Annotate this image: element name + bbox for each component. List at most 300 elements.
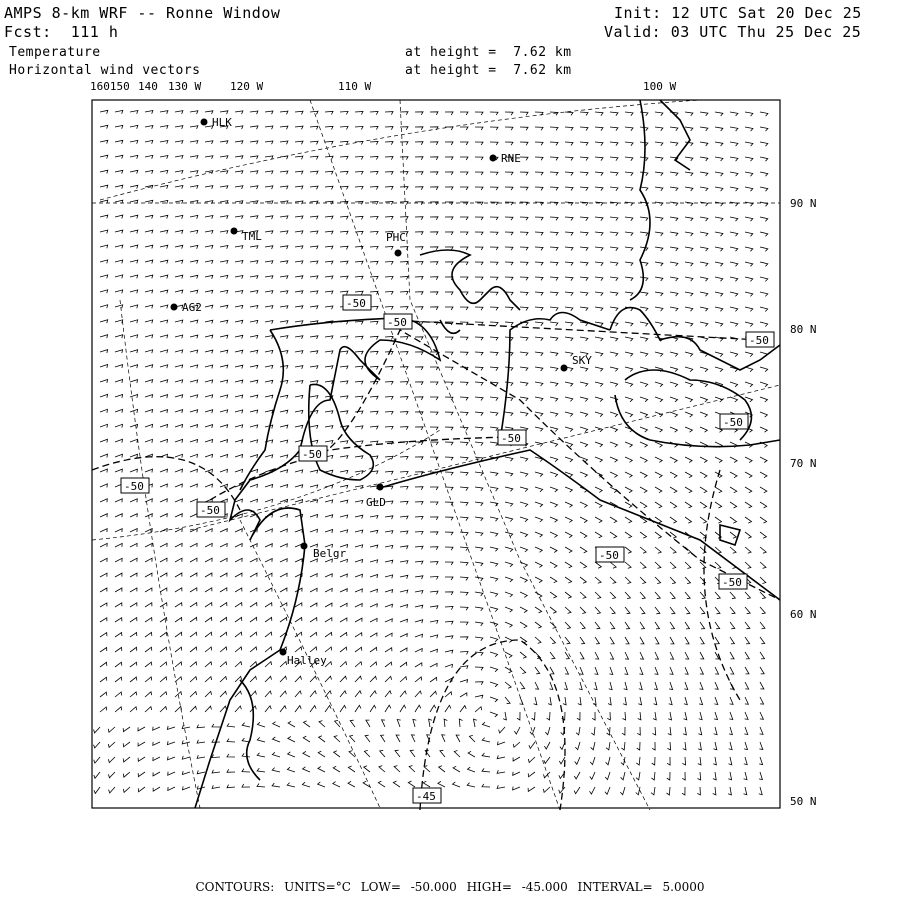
wind-barb [412,735,416,742]
wind-barb [205,245,213,248]
station-belgrano[interactable] [301,543,347,561]
wind-barb [550,127,558,130]
wind-barb [160,335,168,338]
wind-barb [265,380,273,383]
wind-barb [340,662,347,667]
wind-barb [115,155,123,158]
wind-barb [400,546,408,549]
wind-barb [697,787,700,795]
wind-barb [760,397,768,402]
station-tml[interactable] [231,228,263,244]
wind-barb [355,589,362,593]
wind-barb [580,652,584,659]
wind-barb [295,141,303,144]
wind-barb [595,262,603,266]
wind-barb [100,469,107,473]
wind-barb [280,603,287,607]
wind-barb [145,410,153,413]
wind-barb [280,186,288,189]
wind-barb [544,772,551,778]
wind-barb [175,454,183,457]
wind-barb [610,607,615,614]
wind-barb [505,277,513,280]
wind-barb [475,412,483,416]
wind-barb [730,187,738,191]
wind-barb [699,697,703,705]
wind-barb [595,637,599,644]
wind-barb [623,712,626,720]
wind-barb [415,457,423,460]
wind-barb [640,322,648,326]
wind-barb [370,187,378,190]
wind-barb [190,617,197,622]
wind-barb [475,397,483,401]
wind-barb [640,457,647,462]
wind-barb [325,141,333,144]
wind-barb [595,247,603,251]
wind-barb [385,604,393,607]
wind-barb [190,573,197,577]
wind-barb [445,562,453,565]
wind-barb [625,127,633,131]
wind-barb [310,246,318,249]
wind-barb [220,305,228,308]
wind-barb [100,110,108,113]
wind-barb [100,230,108,233]
wind-barb [535,157,543,160]
station-rne[interactable] [490,152,521,165]
wind-barb [400,427,408,430]
station-halley[interactable] [280,649,328,668]
wind-barb [505,217,513,220]
wind-barb [145,290,153,293]
wind-barb [295,291,303,294]
wind-barb [100,618,107,622]
wind-barb [190,454,198,458]
wind-barb [395,750,400,757]
wind-barb [175,156,183,159]
wind-barb [100,454,108,458]
wind-barb [759,787,762,795]
wind-barb [580,157,588,161]
wind-barb [595,442,603,447]
wind-barb [325,676,332,682]
station-ag2[interactable] [171,301,202,314]
wind-barb [535,277,543,280]
wind-barb [685,232,693,236]
wind-barb [310,276,318,279]
wind-barb [682,757,685,765]
wind-barb [535,292,543,296]
wind-barb [115,618,122,622]
wind-barb [130,111,138,114]
lon-label: 100 W [643,80,677,93]
wind-barb [400,648,407,652]
wind-barb [475,382,483,386]
wind-barb [445,232,453,235]
wind-barb [340,276,348,279]
wind-barb [550,607,556,613]
wind-barb [265,617,272,622]
wind-barb [130,514,137,518]
wind-barb [460,232,468,235]
wind-barb [257,753,265,757]
wind-barb [563,697,566,705]
wind-barb [295,261,303,264]
wind-barb [205,529,212,533]
wind-barb [595,652,599,659]
wind-barb [250,484,258,488]
wind-barb [460,412,468,415]
wind-barb [220,662,227,667]
wind-barb [475,337,483,340]
wind-barb [295,395,303,398]
wind-barb [655,547,661,553]
wind-barb [670,352,678,357]
wind-barb [700,292,708,296]
wind-barb [160,558,167,562]
wind-barb [130,125,138,128]
wind-barb [415,561,423,564]
wind-barb [325,500,333,503]
wind-barb [175,603,182,607]
wind-barb [370,705,376,712]
wind-barb [355,336,363,339]
wind-barb [424,766,430,772]
wind-barb [490,277,498,280]
wind-barb [190,380,198,383]
wind-barb [197,770,205,773]
wind-barb [220,484,228,487]
wind-barb [242,784,250,787]
wind-barb [760,382,768,387]
wind-barb [295,559,302,563]
wind-barb [745,622,750,629]
wind-barb [100,260,108,263]
latitude-labels [790,197,817,808]
wind-barb [280,573,287,577]
wind-barb [625,607,630,614]
wind-barb [265,291,273,294]
wind-barb [160,439,168,442]
wind-barb [520,217,528,220]
wind-barb [730,487,737,493]
wind-barb [310,574,317,578]
wind-barb [610,382,618,387]
wind-barb [625,652,629,659]
wind-barb [190,171,198,174]
wind-barb [295,381,303,384]
wind-barb [550,262,558,266]
svg-text:-50: -50 [722,576,742,589]
wind-barb [745,667,749,674]
wind-barb [235,291,243,294]
wind-barb [235,440,243,443]
wind-barb [430,382,438,385]
wind-barb [415,262,423,265]
wind-barb [100,350,108,353]
wind-barb [227,754,235,757]
wind-barb [130,633,137,638]
wind-barb [550,277,558,281]
wind-barb [550,547,557,553]
map-frame [92,100,780,808]
wind-barb [175,395,183,398]
wind-barb [445,202,453,205]
wind-barb [535,202,543,205]
wind-barb [715,622,720,629]
wind-barb [415,502,423,505]
wind-barb [655,652,659,659]
lon-label: 140 [138,80,158,93]
wind-barb [430,620,438,623]
wind-barb [535,127,543,130]
wind-barb [382,720,385,727]
wind-barb [190,350,198,353]
wind-barb [760,487,767,493]
wind-barb [393,781,400,787]
wind-barb [760,472,767,478]
wind-barb [490,442,498,446]
wind-barb [760,727,764,734]
wind-barb [400,619,408,622]
wind-barb [130,558,137,562]
wind-barb [445,621,453,624]
wind-barb [115,603,122,607]
wind-barb [415,367,423,370]
wind-barb [760,232,768,236]
wind-barb [475,695,483,698]
wind-barb [220,216,228,219]
wind-barb [605,787,610,794]
wind-barb [684,682,688,690]
wind-barb [235,603,242,607]
wind-barb [745,547,751,553]
wind-barb [370,691,376,697]
wind-barb [430,547,438,550]
wind-barb [760,112,768,116]
wind-barb [145,170,153,173]
wind-barb [670,247,678,251]
wind-barb [415,591,423,594]
wind-barb [409,766,415,773]
wind-barb [745,532,751,538]
wind-barb [100,499,107,503]
wind-barb [280,425,288,428]
wind-barb [744,757,747,765]
wind-barb [295,186,303,189]
wind-barb [280,276,288,279]
wind-barb [535,577,542,583]
wind-barb [610,202,618,206]
wind-barb [108,757,115,763]
wind-barb [609,667,612,675]
wind-barb [212,755,220,758]
wind-barb [304,721,311,727]
wind-barb [190,215,198,218]
wind-barb [655,532,661,538]
wind-barb [385,590,393,593]
wind-barb [175,350,183,353]
wind-barb [334,751,340,757]
wind-barb [475,367,483,370]
wind-barb [355,705,361,712]
wind-barb [220,395,228,398]
wind-barb [160,245,168,248]
wind-barb [475,707,482,712]
wind-barb [475,607,483,611]
wind-barb [145,588,152,592]
wind-barb [295,156,303,159]
wind-barb [505,322,513,326]
wind-barb [610,352,618,356]
wind-barb [744,772,747,780]
wind-barb [670,307,678,311]
wind-barb [265,559,272,563]
wind-barb [505,307,513,310]
wind-barb [700,367,708,372]
wind-barb [325,515,333,518]
wind-barb [670,142,678,146]
svg-text:-50: -50 [124,480,144,493]
wind-barb [550,307,558,311]
wind-barb [415,442,423,445]
wind-barb [745,682,749,689]
wind-barb [685,652,689,659]
wind-barb [670,487,677,493]
wind-barb [460,277,468,280]
wind-barb [668,727,671,735]
wind-barb [220,141,228,144]
lon-label: 120 W [230,80,264,93]
wind-barb [595,307,603,311]
wind-barb [565,517,572,522]
station-phc[interactable] [386,231,406,257]
wind-barb [535,262,543,265]
wind-barb [640,412,648,417]
wind-barb [745,457,752,463]
wind-barb [423,781,430,787]
wind-barb [528,757,535,763]
wind-barb [610,367,618,371]
wind-barb [595,217,603,221]
wind-barb [652,742,655,750]
wind-barb [235,276,243,279]
wind-barb [713,772,716,780]
station-gld[interactable] [366,484,386,510]
wind-barb [295,618,302,623]
wind-barb [490,247,498,250]
wind-barb [182,725,190,728]
wind-barb [115,573,122,577]
wind-barb [295,351,303,354]
wind-barb [655,637,659,644]
wind-barb [220,603,227,607]
wind-barb [760,667,764,674]
wind-barb [160,588,167,592]
wind-barb [610,562,616,568]
wind-barb [400,292,408,295]
wind-barb [445,517,453,520]
wind-barb [730,172,738,176]
wind-barb [250,171,258,174]
wind-barb [460,157,468,160]
wind-barb [565,202,573,206]
wind-barb [715,667,719,674]
wind-barb [130,380,138,383]
wind-barb [310,291,318,294]
wind-barb [385,127,393,130]
wind-barb [310,261,318,264]
wind-barb [655,187,663,191]
wind-barb [340,676,347,682]
wind-barb [167,741,175,744]
wind-barb [175,439,183,442]
wind-barb [190,395,198,398]
wind-barb [700,112,708,116]
wind-barb [250,380,258,383]
wind-barb [625,577,631,584]
wind-barb [759,757,762,765]
wind-barb [280,111,288,114]
wind-barb [640,652,644,659]
wind-barb [370,127,378,130]
wind-barb [655,247,663,251]
wind-barb [490,127,498,130]
wind-barb [729,757,732,765]
wind-barb [430,247,438,250]
wind-barb [175,141,183,144]
wind-barb [550,502,558,507]
wind-barb [445,112,453,115]
temperature-contours [92,320,780,810]
wind-barb [625,292,633,296]
wind-barb [640,472,647,478]
wind-barb [280,291,288,294]
wind-barb [355,381,363,384]
wind-barb [565,592,571,598]
wind-barb [505,232,513,235]
wind-barb [325,306,333,309]
wind-barb [100,543,107,547]
wind-barb [475,262,483,265]
wind-barb [560,742,565,749]
wind-barb [460,680,468,683]
wind-barb [325,231,333,234]
wind-barb [745,697,749,704]
wind-barb [550,517,557,522]
wind-barb [130,395,138,398]
wind-barb [190,499,197,503]
wind-barb [235,455,243,459]
wind-barb [160,185,168,188]
wind-barb [577,712,580,720]
wind-barb [415,217,423,220]
wind-barb [670,397,678,402]
wind-barb [670,367,678,372]
wind-barb [205,440,213,443]
wind-barb [475,157,483,160]
wind-barb [669,697,672,705]
wind-barb [655,142,663,146]
wind-barb [760,532,766,538]
wind-barb [565,442,573,447]
wind-barb [175,230,183,233]
wind-barb [534,697,537,705]
wind-barb [400,262,408,265]
wind-barb [370,530,378,533]
wind-barb [550,367,558,371]
